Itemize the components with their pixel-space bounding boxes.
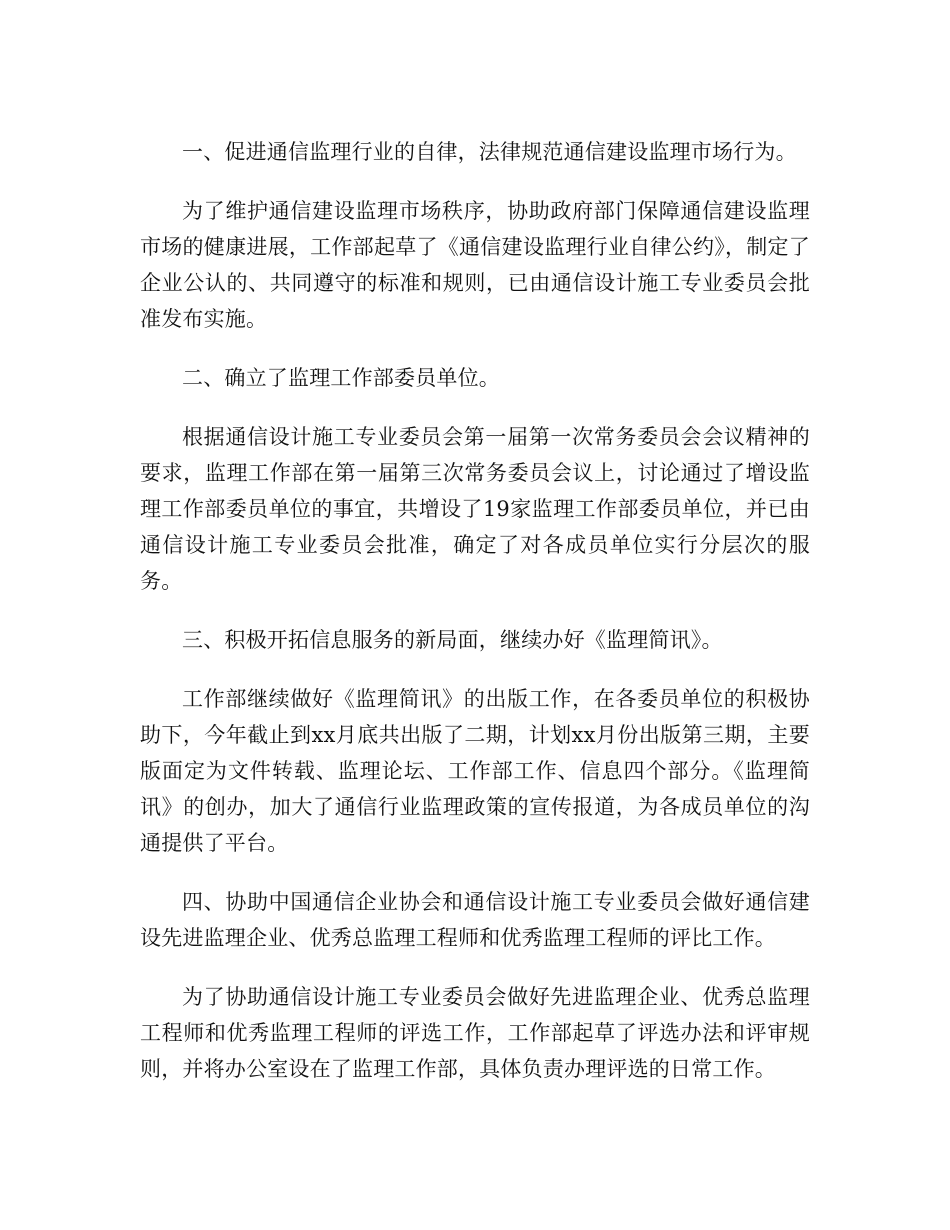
- section-heading-2: 二、确立了监理工作部委员单位。: [182, 366, 500, 390]
- body-paragraph: 根据通信设计施工专业委员会第一届第一次常务委员会会议精神的要求，监理工作部在第一届第三次常务委员会议上，讨论通过了增设监理工作部委员单位的事宜，共增设了19家监理工作部委员单位，并已由通信设计施工专业委员会批准，确定了对各成员单位实行分层次的服务。: [140, 425, 810, 593]
- section-heading-1: 一、促进通信监理行业的自律，法律规范通信建设监理市场行为。: [182, 140, 797, 164]
- section-heading-3: 三、积极开拓信息服务的新局面，继续办好《监理简讯》。: [182, 628, 723, 652]
- body-paragraph: 工作部继续做好《监理简讯》的出版工作，在各委员单位的积极协助下，今年截止到xx月底共出版了二期，计划xx月份出版第三期，主要版面定为文件转载、监理论坛、工作部工作、信息四个部分。《监理简讯》的创办，加大了通信行业监理政策的宣传报道，为各成员单位的沟通提供了平台。: [140, 687, 810, 855]
- document-body: [140, 134, 810, 1110]
- section-heading-4: 四、协助中国通信企业协会和通信设计施工专业委员会做好通信建设先进监理企业、优秀总监理工程师和优秀监理工程师的评比工作。: [140, 890, 810, 950]
- body-paragraph: 为了协助通信设计施工专业委员会做好先进监理企业、优秀总监理工程师和优秀监理工程师的评选工作，工作部起草了评选办法和评审规则，并将办公室设在了监理工作部，具体负责办理评选的日常工作。: [140, 985, 810, 1081]
- body-paragraph: 为了维护通信建设监理市场秩序，协助政府部门保障通信建设监理市场的健康进展，工作部起草了《通信建设监理行业自律公约》，制定了企业公认的、共同遵守的标准和规则，已由通信设计施工专业委员会批准发布实施。: [140, 199, 810, 331]
